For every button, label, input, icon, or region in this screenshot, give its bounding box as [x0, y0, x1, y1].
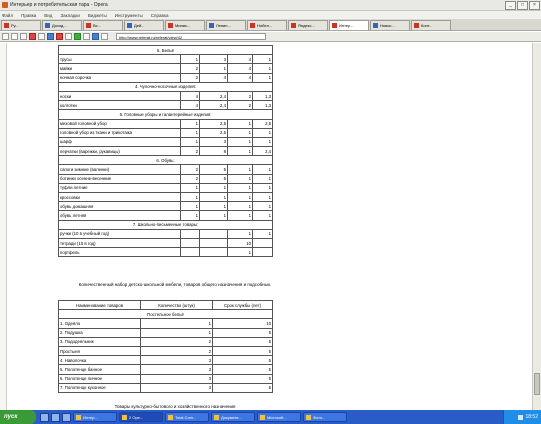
- table-row: [59, 55, 273, 64]
- favicon-icon: [250, 23, 255, 28]
- table-row: [59, 73, 273, 82]
- item-name-cell: 3. Пододеяльник: [59, 337, 141, 346]
- value-cell: 1,3: [253, 101, 273, 110]
- value-cell: 3: [200, 137, 228, 146]
- value-cell: [181, 248, 200, 257]
- value-cell: 1: [228, 137, 253, 146]
- value-cell: 3: [141, 356, 213, 365]
- taskbar-button[interactable]: Фото...: [303, 412, 347, 422]
- value-cell: 2: [228, 91, 253, 100]
- tab[interactable]: Вс...: [83, 20, 123, 30]
- menu-bar: [0, 11, 541, 19]
- table-row: [59, 91, 273, 100]
- item-name-cell: шарф: [59, 137, 181, 146]
- value-cell: 1: [228, 211, 253, 220]
- value-cell: 10: [228, 238, 253, 247]
- value-cell: 10: [213, 319, 273, 328]
- item-name-cell: майки: [59, 64, 181, 73]
- value-cell: 2,5: [200, 119, 228, 128]
- item-name-cell: трусы: [59, 55, 181, 64]
- value-cell: 2: [181, 64, 200, 73]
- value-cell: 1: [200, 211, 228, 220]
- value-cell: 1: [228, 119, 253, 128]
- value-cell: 5: [213, 337, 273, 346]
- pdf-icon[interactable]: [56, 33, 63, 40]
- value-cell: 4: [228, 64, 253, 73]
- panel-edge: [0, 43, 7, 410]
- table-row: [59, 346, 273, 355]
- favicon-icon: [168, 23, 173, 28]
- title-bar: [0, 0, 541, 11]
- table-row: [59, 193, 273, 202]
- section-title: 5. Бельё: [59, 46, 273, 55]
- taskbar-button[interactable]: Интер...: [73, 412, 117, 422]
- favicon-icon: [45, 23, 50, 28]
- window-title: Интерьер и потребительская тара - Opera: [10, 2, 108, 8]
- item-name-cell: обувь домашняя: [59, 202, 181, 211]
- item-name-cell: 1. Одеяло: [59, 319, 141, 328]
- value-cell: 1: [253, 174, 273, 183]
- item-name-cell: перчатки (варежки, рукавицы): [59, 147, 181, 156]
- item-name-cell: колготки: [59, 101, 181, 110]
- taskbar-button[interactable]: 2 Ope...: [119, 412, 163, 422]
- app-icon: [306, 415, 311, 420]
- value-cell: 1: [200, 202, 228, 211]
- value-cell: 2: [141, 337, 213, 346]
- table-row: [59, 365, 273, 374]
- item-name-cell: 7. Полотенце кухонное: [59, 383, 141, 392]
- section-row: [59, 110, 273, 119]
- section-row: [59, 310, 273, 319]
- section-title: 4. Чулочно-носочные изделия:: [59, 82, 273, 91]
- tab-active[interactable]: Интер...: [329, 20, 369, 30]
- item-name-cell: головной убор из ткани и трикотажа: [59, 128, 181, 137]
- value-cell: 2: [181, 165, 200, 174]
- value-cell: 1: [181, 128, 200, 137]
- value-cell: 4: [181, 91, 200, 100]
- value-cell: [181, 229, 200, 238]
- start-button[interactable]: пуск: [0, 410, 36, 424]
- table-row: [59, 147, 273, 156]
- print-icon[interactable]: [65, 33, 72, 40]
- value-cell: 1: [181, 193, 200, 202]
- value-cell: 1: [253, 73, 273, 82]
- section-title: Постельное бельё: [59, 310, 273, 319]
- value-cell: 1: [200, 64, 228, 73]
- widget-icon[interactable]: [74, 33, 81, 40]
- item-name-cell: носки: [59, 91, 181, 100]
- value-cell: 1: [141, 319, 213, 328]
- item-name-cell: 6. Полотенце личное: [59, 374, 141, 383]
- value-cell: 4: [181, 101, 200, 110]
- table-row: [59, 248, 273, 257]
- value-cell: 1: [253, 202, 273, 211]
- favicon-icon: [373, 23, 378, 28]
- item-name-cell: меховой головной убор: [59, 119, 181, 128]
- value-cell: 2,4: [200, 101, 228, 110]
- value-cell: 5: [213, 374, 273, 383]
- table-row: [59, 202, 273, 211]
- value-cell: 1: [228, 183, 253, 192]
- item-name-cell: обувь летняя: [59, 211, 181, 220]
- value-cell: 2: [181, 174, 200, 183]
- back-icon[interactable]: [2, 33, 9, 40]
- item-name-cell: 5. Полотенце банное: [59, 365, 141, 374]
- value-cell: 1: [253, 193, 273, 202]
- value-cell: 5: [213, 383, 273, 392]
- table-row: [59, 165, 273, 174]
- value-cell: 5: [213, 328, 273, 337]
- value-cell: 1: [181, 211, 200, 220]
- value-cell: 1: [253, 229, 273, 238]
- table-row: [59, 137, 273, 146]
- tray-icon[interactable]: [518, 415, 523, 420]
- menu-bookmarks[interactable]: Закладки: [60, 12, 80, 18]
- value-cell: 1: [253, 211, 273, 220]
- bookmark-icon[interactable]: [47, 33, 54, 40]
- value-cell: 2,4: [253, 147, 273, 156]
- opera-icon: [2, 2, 8, 8]
- scrollbar-thumb[interactable]: [534, 373, 540, 395]
- value-cell: 4: [228, 55, 253, 64]
- table-row: [59, 183, 273, 192]
- value-cell: 1: [253, 128, 273, 137]
- value-cell: 1: [181, 119, 200, 128]
- vertical-scrollbar[interactable]: [532, 43, 541, 410]
- minimize-button[interactable]: _: [505, 1, 516, 10]
- section-title: 5. Головные уборы и галантерейные изделия:: [59, 110, 273, 119]
- quick-launch-icon[interactable]: [51, 413, 60, 422]
- forward-icon[interactable]: [11, 33, 18, 40]
- value-cell: 5: [200, 174, 228, 183]
- address-field[interactable]: http://www.referat.ru/referat/view/42: [116, 33, 266, 40]
- value-cell: 1: [253, 137, 273, 146]
- tab[interactable]: Ру...: [1, 20, 41, 30]
- value-cell: 2,5: [253, 119, 273, 128]
- taskbar: [0, 410, 541, 424]
- value-cell: 1: [181, 202, 200, 211]
- maximize-button[interactable]: □: [517, 1, 528, 10]
- value-cell: 1: [200, 183, 228, 192]
- value-cell: [200, 248, 228, 257]
- system-tray: [503, 410, 541, 424]
- menu-edit[interactable]: Правка: [21, 12, 37, 18]
- value-cell: 5: [213, 346, 273, 355]
- item-name-cell: ночная сорочка: [59, 73, 181, 82]
- tab[interactable]: Яндекс...: [288, 20, 328, 30]
- value-cell: 3: [200, 55, 228, 64]
- tool-icon[interactable]: [101, 33, 108, 40]
- value-cell: [253, 238, 273, 247]
- taskbar-button[interactable]: Total Com...: [165, 412, 209, 422]
- value-cell: [200, 238, 228, 247]
- table-caption: Количественный набор детско-школьной мебели, товаров общего назначения и подсобных.: [78, 282, 272, 287]
- quick-launch: [40, 413, 71, 422]
- item-name-cell: 2. Подушка: [59, 328, 141, 337]
- app-icon: [214, 415, 219, 420]
- value-cell: 1: [228, 165, 253, 174]
- value-cell: 1: [200, 193, 228, 202]
- clock: 18:52: [525, 414, 538, 420]
- value-cell: 5: [200, 165, 228, 174]
- menu-help[interactable]: Справка: [150, 12, 169, 18]
- value-cell: 3: [141, 374, 213, 383]
- tab[interactable]: Минис...: [165, 20, 205, 30]
- close-button[interactable]: ×: [529, 1, 540, 10]
- value-cell: 1: [253, 183, 273, 192]
- section-row: [59, 46, 273, 55]
- tab[interactable]: Доход...: [42, 20, 82, 30]
- table-row: [59, 174, 273, 183]
- value-cell: 4: [228, 73, 253, 82]
- menu-file[interactable]: Файл: [2, 12, 14, 18]
- app-icon: [168, 415, 173, 420]
- item-name-cell: кроссовки: [59, 193, 181, 202]
- table-row: [59, 101, 273, 110]
- value-cell: 1: [228, 248, 253, 257]
- value-cell: 2,4: [200, 91, 228, 100]
- value-cell: 1: [228, 202, 253, 211]
- table-row: [59, 337, 273, 346]
- table-caption-2: Товары культурно-бытового и хозяйственного назначения: [114, 404, 236, 409]
- taskbar-button[interactable]: Microsoft...: [257, 412, 301, 422]
- table-row: [59, 383, 273, 392]
- value-cell: 1: [253, 165, 273, 174]
- item-name-cell: портфель: [59, 248, 181, 257]
- favicon-icon: [127, 23, 132, 28]
- section-row: [59, 220, 273, 229]
- favicon-icon: [209, 23, 214, 28]
- table-row: [59, 211, 273, 220]
- value-cell: 1: [141, 328, 213, 337]
- value-cell: 1: [228, 193, 253, 202]
- value-cell: 8: [200, 147, 228, 156]
- favicon-icon: [414, 23, 419, 28]
- favicon-icon: [291, 23, 296, 28]
- section-row: [59, 82, 273, 91]
- column-header: Наименование товаров: [59, 301, 141, 310]
- value-cell: 1: [228, 174, 253, 183]
- value-cell: 5: [213, 356, 273, 365]
- table-row: [59, 328, 273, 337]
- table-row: [59, 128, 273, 137]
- window-controls: [505, 1, 540, 10]
- value-cell: 3: [141, 383, 213, 392]
- tab[interactable]: Ленин...: [206, 20, 246, 30]
- household-table: [58, 300, 273, 393]
- column-header: Срок службы (лет): [213, 301, 273, 310]
- value-cell: 2: [181, 73, 200, 82]
- favicon-icon: [86, 23, 91, 28]
- value-cell: 5: [213, 365, 273, 374]
- table-row: [59, 119, 273, 128]
- value-cell: 3: [141, 365, 213, 374]
- section-title: 7. Школьно-письменные товары:: [59, 220, 273, 229]
- column-header: Количество (штук): [141, 301, 213, 310]
- table-row: [59, 356, 273, 365]
- value-cell: 1: [181, 183, 200, 192]
- tab[interactable]: Конт...: [411, 20, 451, 30]
- value-cell: [200, 229, 228, 238]
- value-cell: 2: [141, 346, 213, 355]
- value-cell: 1: [228, 147, 253, 156]
- app-icon: [76, 415, 81, 420]
- tab[interactable]: Нобел...: [247, 20, 287, 30]
- value-cell: 1: [228, 128, 253, 137]
- item-name-cell: ботинки осенне-весенние: [59, 174, 181, 183]
- reload-icon[interactable]: [20, 33, 27, 40]
- favicon-icon: [4, 23, 9, 28]
- table-row: [59, 374, 273, 383]
- section-row: [59, 156, 273, 165]
- menu-view[interactable]: Вид: [44, 12, 53, 18]
- item-name-cell: туфли летние: [59, 183, 181, 192]
- tab[interactable]: Новос...: [370, 20, 410, 30]
- value-cell: 1,3: [253, 91, 273, 100]
- value-cell: 4: [200, 73, 228, 82]
- value-cell: 1: [181, 137, 200, 146]
- clothing-table: [58, 45, 273, 257]
- value-cell: [181, 238, 200, 247]
- header-row: [59, 301, 273, 310]
- app-icon: [122, 415, 127, 420]
- value-cell: [253, 248, 273, 257]
- section-title: 6. Обувь:: [59, 156, 273, 165]
- table-row: [59, 238, 273, 247]
- stop-icon[interactable]: [29, 33, 36, 40]
- value-cell: 1: [253, 64, 273, 73]
- quick-launch-icon[interactable]: [40, 413, 49, 422]
- item-name-cell: сапоги зимние (валенки): [59, 165, 181, 174]
- table-row: [59, 319, 273, 328]
- item-name-cell: 4. Наволочка: [59, 356, 141, 365]
- value-cell: 1: [253, 55, 273, 64]
- menu-tools[interactable]: Инструменты: [114, 12, 143, 18]
- value-cell: 2: [181, 147, 200, 156]
- value-cell: 1: [181, 55, 200, 64]
- quick-launch-icon[interactable]: [62, 413, 71, 422]
- tab[interactable]: Дей...: [124, 20, 164, 30]
- menu-widgets[interactable]: Виджеты: [87, 12, 107, 18]
- app-icon: [260, 415, 265, 420]
- item-name-cell: Простыня: [59, 346, 141, 355]
- item-name-cell: тетради (10 в год): [59, 238, 181, 247]
- item-name-cell: ручки (10 в учебный год): [59, 229, 181, 238]
- toolbar: [0, 32, 541, 42]
- home-icon[interactable]: [38, 33, 45, 40]
- tab-strip: [0, 19, 541, 31]
- value-cell: 2,5: [200, 128, 228, 137]
- feed-icon[interactable]: [92, 33, 99, 40]
- table-row: [59, 64, 273, 73]
- value-cell: 2: [228, 101, 253, 110]
- value-cell: 1: [228, 229, 253, 238]
- taskbar-button[interactable]: Документ...: [211, 412, 255, 422]
- mail-icon[interactable]: [83, 33, 90, 40]
- table-row: [59, 229, 273, 238]
- favicon-icon: [332, 23, 337, 28]
